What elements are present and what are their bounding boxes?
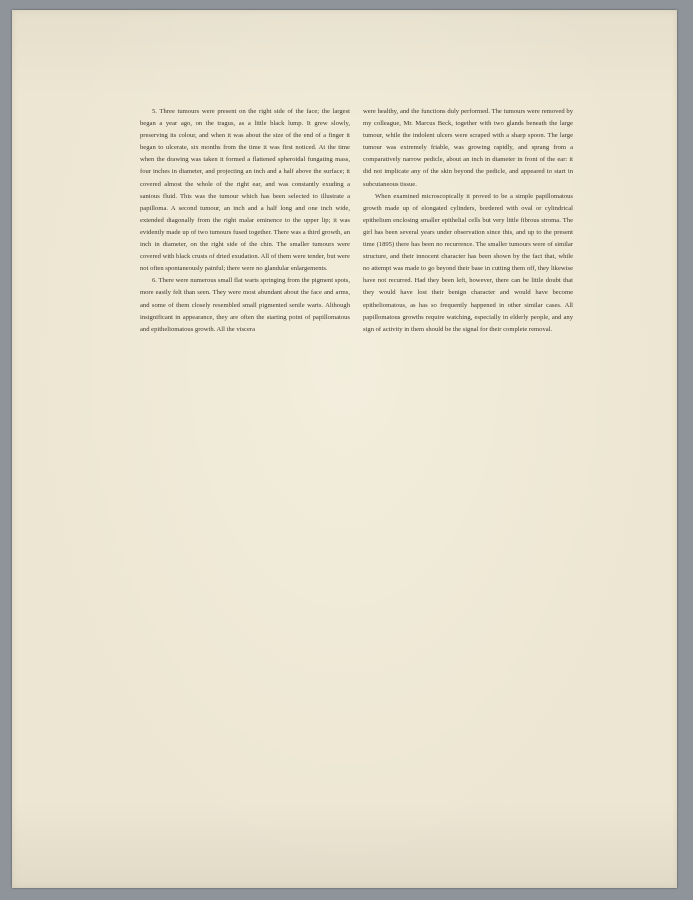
paragraph-case-5: 5. Three tumours were present on the right side of the face; the largest began a year ago, on the tragus, as a little black lump. It grew slowly, preserving its colour, and when it was about the size of the end of a finger it began to ulcerate, six months from the time it was first noticed. At the time when the drawing was taken it formed a flattened spheroidal fungating mass, four inches in diameter, and projecting an inch and a half above the surface; it covered almost the whole of the right ear, and was constantly exuding a sanious fluid. This was the tumour which has been selected to illustrate a papilloma. A second tumour, an inch and a half long and one inch wide, extended diagonally from the right malar eminence to the upper lip; it was evidently made up of two tumours fused together. There was a third growth, an inch in diameter, on the right side of the chin. The smaller tumours were covered with black crusts of dried exudation. All of them were tender, but were not often spontaneously painful; there were no glandular enlargements. xyxy=(140,108,350,273)
paragraph-case-6: 6. There were numerous small flat warts springing from the pigment spots, more easily felt than seen. They were most abundant about the face and arms, and some of them closely resembled small pigmented senile warts. Although insignificant in appearance, they are often the starting point of papillomatous and epitheliomatous growth. All the viscera xyxy=(140,277,350,333)
paragraph-continued: were healthy, and the functions duly performed. The tumours were removed by my colleague, Mr. Marcus Beck, together with two glands beneath the large tumour, while the indolent ulcers were scraped with a sharp spoon. The large tumour was extremely friable, was growing rapidly, and sprang from a comparatively narrow pedicle, about an inch in diameter in front of the ear: it did not implicate any of the skin beyond the pedicle, and appeared to start in subcutaneous tissue. xyxy=(363,108,573,188)
text-column-right xyxy=(363,106,573,336)
paragraph-microscopic: When examined microscopically it proved to be a simple papillomatous growth made up of elongated cylinders, bordered with oval or cylindrical epithelium enclosing smaller epithelial cells but very little fibrous stroma. The girl has been several years under observation since this, and up to the present time (1895) there has been no recurrence. The smaller tumours were of similar structure, and their innocent character has been shown by the fact that, while no attempt was made to go beyond their base in cutting them off, they likewise have not recurred. Had they been left, however, there can be little doubt that they would have lost their benign character and would have become epitheliomatous, as has so frequently happened in other similar cases. All papillomatous growths require watching, especially in elderly people, and any sign of activity in them should be the signal for their complete removal. xyxy=(363,192,573,333)
document-page xyxy=(12,10,677,888)
text-column-left xyxy=(140,106,350,336)
